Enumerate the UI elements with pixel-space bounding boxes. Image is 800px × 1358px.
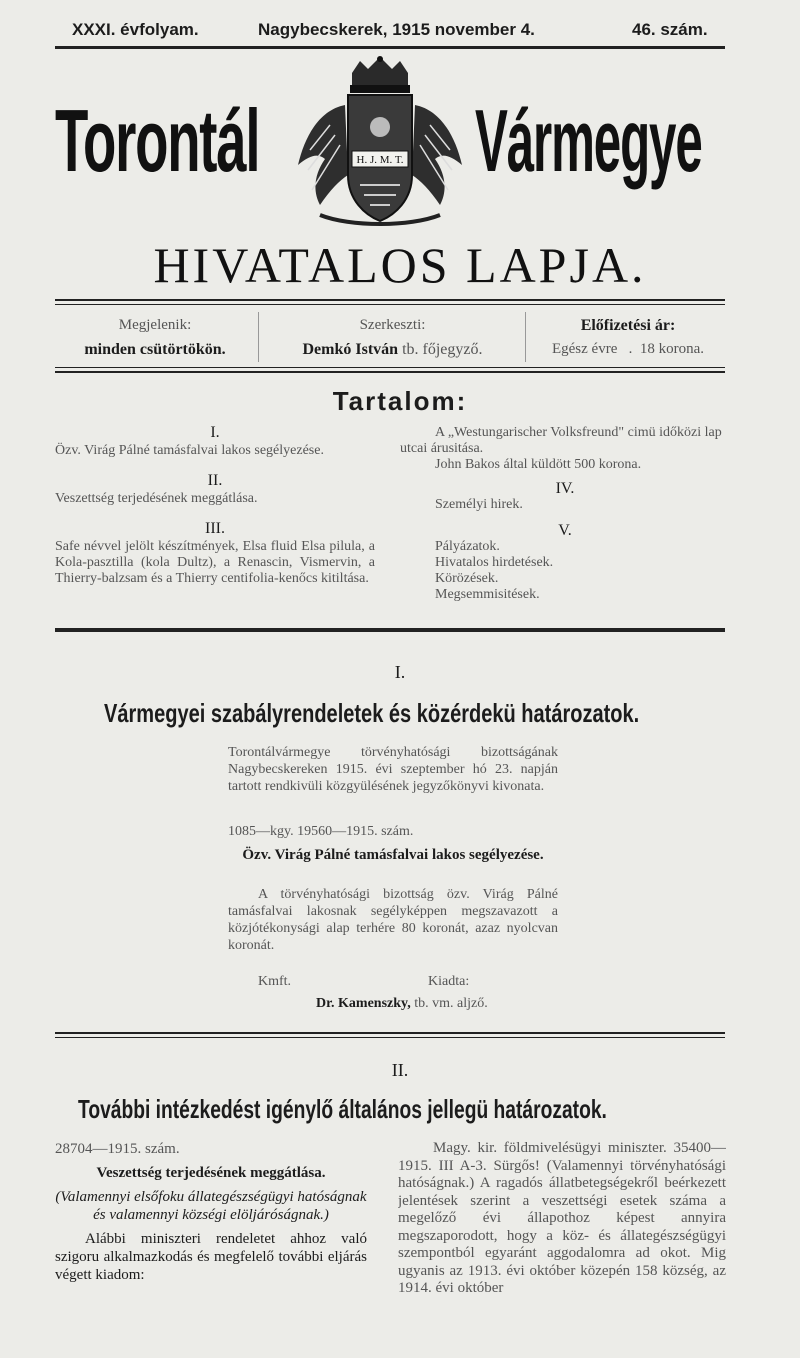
masthead-title-left: Torontál xyxy=(55,91,260,190)
info-rule-top-2 xyxy=(55,304,725,305)
toc-left-column xyxy=(55,425,375,587)
section-1-rule xyxy=(55,1032,725,1034)
issue-number: 46. szám. xyxy=(632,20,708,39)
section-2-right-body: Magy. kir. földmivelésügyi miniszter. 35400—1915. III A-3. Sürgős! (Valamennyi törvényhatósági hatóságnak.) A ragadós állatbetegségekről beérkezett jelentések szerint a veszettségi esetek száma a megelőző évi állapothoz képest annyira megszaporodott, hogy a köz- és állategészségügyi szempontból egyaránt aggodalomra ad okot. Mig ugyanis az 1913. évi október közepén 158 község, az 1914. évi október xyxy=(398,1140,726,1296)
signer-title: tb. vm. aljző. xyxy=(410,996,488,1011)
info-divider-1 xyxy=(258,312,259,362)
toc-item-3: Safe névvel jelölt készítmények, Elsa fluid Elsa pilula, a Kola-pasztilla (kola Dultz), a Renascin, Vismervin, a Thierry-balzsam és a Thierry centifolia-kenőcs kitiltása. xyxy=(55,539,375,586)
section-2-title: További intézkedést igénylő általános jellegü határozatok. xyxy=(78,1094,607,1124)
toc-rule-bottom xyxy=(55,628,725,632)
toc-item-6-num: IV. xyxy=(555,480,575,497)
section-1-intro: Torontálvármegye törvényhatósági bizottságának Nagybecskereken 1915. évi szeptember hó 23. napján tartott rendkivüli közgyülésének jegyzőkönyvi kivonata. xyxy=(228,745,558,794)
info-rule-bottom-2 xyxy=(55,371,725,373)
editor-name-bold: Demkó István xyxy=(302,341,399,358)
section-1-ref: 1085—kgy. 19560—1915. szám. xyxy=(228,824,414,839)
section-1-signer xyxy=(316,996,488,1012)
toc-item-7: Pályázatok. Hivatalos hirdetések. Körözések. Megsemmisitések. xyxy=(435,539,554,602)
signer-name: Dr. Kamenszky, xyxy=(316,996,411,1011)
info-divider-2 xyxy=(525,312,526,362)
section-1-body: A törvényhatósági bizottság özv. Virág Pálné tamásfalvai lakosnak segélyképpen megszavazott a közjótékonysági alap terhére 80 koronát, azaz nyolcvan koronát. xyxy=(228,887,558,953)
subscription-price: Egész évre . 18 korona. xyxy=(551,341,705,357)
section-1-rule-2 xyxy=(55,1037,725,1038)
toc-heading: Tartalom: xyxy=(332,386,468,416)
toc-right-column xyxy=(400,425,730,603)
editor-label: Szerkeszti: xyxy=(359,317,426,333)
publication-label: Megjelenik: xyxy=(118,317,192,333)
masthead-title-right: Vármegye xyxy=(475,91,702,190)
info-rule-top xyxy=(55,299,725,301)
toc-item-4: A „Westungarischer Volksfreund" cimü időközi lap utcai árusitása. xyxy=(400,425,722,456)
section-1-sig-right: Kiadta: xyxy=(428,974,470,989)
toc-item-2-num: II. xyxy=(207,472,223,489)
section-1-number: I. xyxy=(394,662,406,682)
svg-text:H. J. M. T.: H. J. M. T. xyxy=(356,154,404,166)
masthead-subtitle: HIVATALOS LAPJA. xyxy=(153,237,647,293)
toc-item-7-num: V. xyxy=(558,522,572,539)
place-date: Nagybecskerek, 1915 november 4. xyxy=(258,20,535,39)
section-2-addressees: (Valamennyi elsőfoku állategészségügyi hatóságnak és valamennyi községi elöljáróságnak.) xyxy=(55,1189,367,1223)
editor-title: tb. főjegyző. xyxy=(398,341,483,358)
coat-of-arms-emblem xyxy=(290,55,470,230)
toc-item-1-num: I. xyxy=(210,424,220,441)
subscription-label: Előfizetési ár: xyxy=(580,317,676,334)
toc-item-2: Veszettség terjedésének meggátlása. xyxy=(55,491,258,506)
section-1-heading: Özv. Virág Pálné tamásfalvai lakos segélyezése. xyxy=(242,847,544,863)
section-2-heading: Veszettség terjedésének meggátlása. xyxy=(96,1165,326,1181)
toc-item-3-num: III. xyxy=(205,520,225,537)
section-2-left-column xyxy=(55,1140,367,1284)
toc-item-1: Özv. Virág Pálné tamásfalvai lakos segélyezése. xyxy=(55,443,324,458)
section-2-left-body: Alábbi miniszteri rendeletet ahhoz való szigoru alkalmazkodás és megfelelő további eljárás végett kiadom: xyxy=(55,1231,367,1283)
header-rule xyxy=(55,46,725,49)
info-rule-bottom xyxy=(55,367,725,368)
section-2-number: II. xyxy=(391,1060,409,1080)
publication-day: minden csütörtökön. xyxy=(84,341,226,358)
section-2-ref: 28704—1915. szám. xyxy=(55,1141,180,1157)
section-1-title: Vármegyei szabályrendeletek és közérdekü határozatok. xyxy=(104,698,640,728)
toc-item-6: Személyi hirek. xyxy=(435,497,523,512)
editor-name xyxy=(260,341,525,359)
section-1-sig-left: Kmft. xyxy=(258,974,292,989)
volume-number: XXXI. évfolyam. xyxy=(72,20,199,39)
toc-item-5: John Bakos által küldött 500 korona. xyxy=(435,457,642,472)
